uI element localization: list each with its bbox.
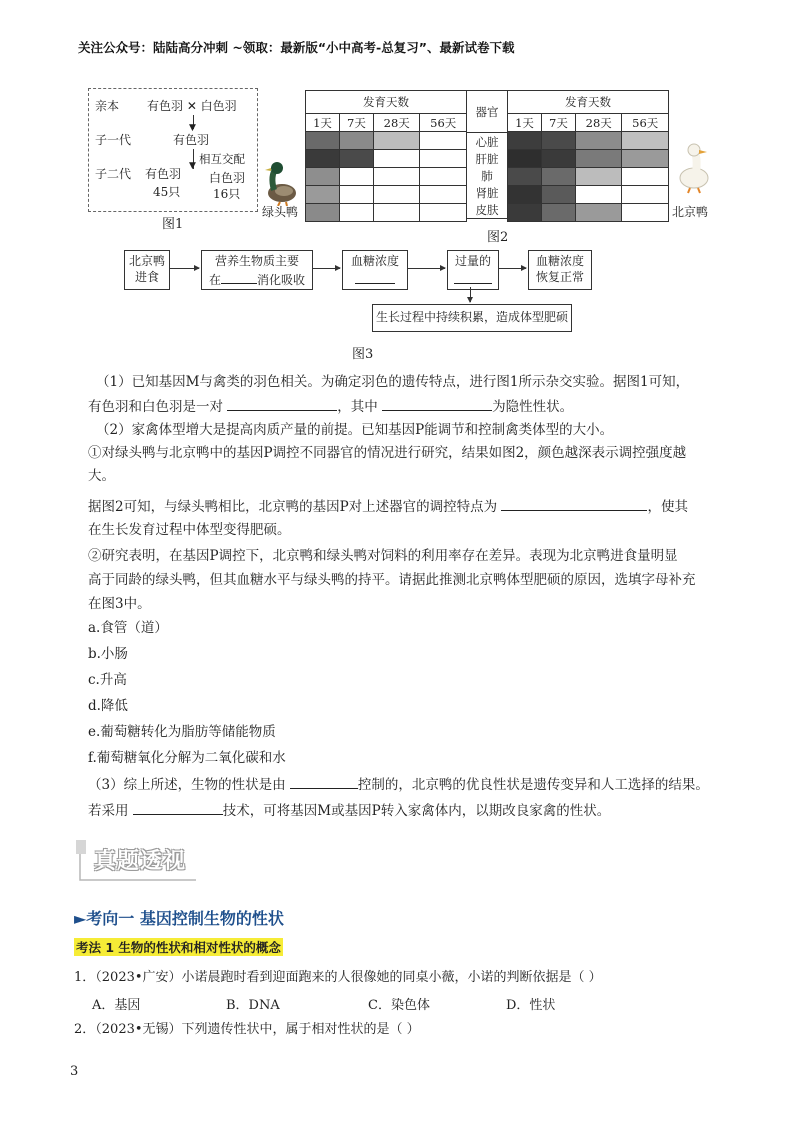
heat-row [508,186,669,204]
q2-1-line-d: 在生长发育过程中体型变得肥硕。 [88,522,291,538]
figure-1-caption: 图1 [162,217,184,232]
flow-arrow [312,268,340,269]
heat-cell [373,168,420,186]
q2-1-post: ，使其 [647,499,688,515]
heat-cell [508,204,542,222]
heat-cell [420,132,467,150]
q3-line-a [88,774,709,795]
q1-mid: ，其中 [337,399,378,415]
peking-heat-cells [508,132,669,222]
mallard-duck-image [262,160,300,206]
figure-2-caption: 图2 [487,230,509,245]
heat-cell [373,204,420,222]
mallard-heat-cells [306,132,467,222]
heat-row [306,186,467,204]
flow-box-fat: 生长过程中持续积累，造成体型肥硕 [372,304,572,332]
option-c: c.升高 [88,672,127,688]
f2-colored: 有色羽 [145,167,182,181]
day-header: 28天 [575,114,622,132]
heat-cell [541,150,575,168]
blank-technique[interactable] [133,800,223,815]
question-1: 1．（2023•广安）小诺晨跑时看到迎面跑来的人很像她的同桌小薇，小诺的判断依据是（ ） [74,970,602,985]
day-header: 7天 [339,114,373,132]
mallard-label: 绿头鸭 [262,205,299,219]
peking-duck-image [676,142,712,194]
figure-2-peking-table [507,90,669,222]
heat-cell [420,168,467,186]
heat-cell [622,168,669,186]
day-header: 56天 [622,114,669,132]
heat-row [508,132,669,150]
day-header: 28天 [373,114,420,132]
heat-cell [373,186,420,204]
q2-1-line-b: 大。 [88,468,115,484]
heat-row [306,132,467,150]
organ-label: 肺 [481,168,493,183]
page-number: 3 [70,1064,79,1079]
heat-cell [622,150,669,168]
heat-row [306,168,467,186]
heat-cell [420,186,467,204]
digest-line-1: 营养生物质主要 [214,254,299,268]
f2-label: 子二代 [95,167,132,181]
option-b: b.小肠 [88,646,128,662]
q3-pre: （3）综上所述，生物的性状是由 [88,777,286,793]
q2-2-line-c: 在图3中。 [88,596,151,612]
q1-option-a[interactable]: A．基因 [92,998,141,1013]
blank-regulation[interactable] [501,496,647,511]
heat-cell [541,186,575,204]
q2-1-line-c [88,496,688,517]
section-banner [76,840,202,880]
heat-cell [420,204,467,222]
flow-arrow [407,268,445,269]
organ-label: 心脏 [475,134,499,149]
option-f: f.葡萄糖氧化分解为二氧化碳和水 [88,750,286,766]
heat-cell [541,168,575,186]
heat-cell [575,204,622,222]
heat-row [306,204,467,222]
heat-cell [339,168,373,186]
banner-title: 真题透视 [94,849,187,874]
arrow-head-icon: ▼ [189,161,196,171]
parent-cross: 有色羽 ✕ 白色羽 [147,99,237,113]
q2-2-line-b: 高于同龄的绿头鸭，但其血糖水平与绿头鸭的持平。请据此推测北京鸭体型肥硕的原因，选填字母补充 [88,572,696,588]
day-header: 56天 [420,114,467,132]
q1-option-d[interactable]: D．性状 [506,998,556,1013]
glucose-label: 血糖浓度 [350,254,399,268]
heat-row [306,150,467,168]
flow-box-eat: 北京鸭 进食 [124,250,170,290]
flow-box-glucose [342,250,408,290]
option-a: a.食管（道） [88,620,168,636]
days-header: 发育天数 [508,91,669,114]
flow-arrow [169,268,199,269]
blank-control[interactable] [290,774,358,789]
q2-1-pre: 据图2可知，与绿头鸭相比，北京鸭的基因P对上述器官的调控特点为 [88,499,498,515]
q1-line-a: （1）已知基因M与禽类的羽色相关。为确定羽色的遗传特点，进行图1所示杂交实验。据图1可知， [96,374,690,390]
heat-cell [622,204,669,222]
heat-cell [339,186,373,204]
heat-cell [306,168,340,186]
blank-digest-site [221,269,257,284]
flow-arrow [498,268,526,269]
section-heading: ►考向一 基因控制生物的性状 [74,909,284,928]
heat-cell [339,204,373,222]
option-d: d.降低 [88,698,128,714]
heat-cell [508,186,542,204]
q2-line: （2）家禽体型增大是提高肉质产量的前提。已知基因P能调节和控制禽类体型的大小。 [96,422,614,438]
arrow-head-icon: ▼ [189,123,196,133]
heat-cell [541,204,575,222]
heat-row [508,204,669,222]
heat-cell [575,168,622,186]
heat-cell [508,150,542,168]
q1-line-b [88,396,573,417]
day-header: 1天 [508,114,542,132]
figure-2-mallard-table [305,90,467,222]
digest-pre: 在 [208,273,221,287]
heat-cell [575,132,622,150]
parent-label: 亲本 [95,99,120,113]
heat-cell [575,150,622,168]
figure-3-caption: 图3 [352,347,374,362]
q3b-pre: 若采用 [88,803,129,819]
heat-cell [339,150,373,168]
flow-box-digest [201,250,313,290]
organ-label: 肝脏 [475,151,499,166]
f2-white-count: 16只 [213,187,241,201]
flow-box-normal: 血糖浓度 恢复正常 [528,250,592,290]
organ-label: 肾脏 [475,185,499,200]
heat-cell [306,204,340,222]
heat-row [508,168,669,186]
day-header: 7天 [541,114,575,132]
self-cross-label: 相互交配 [199,152,245,166]
heat-cell [622,186,669,204]
organ-label: 皮肤 [467,201,507,219]
heat-cell [373,150,420,168]
heat-cell [373,132,420,150]
q3b-post: 技术，可将基因M或基因P转入家禽体内，以期改良家禽的性状。 [222,803,611,819]
digest-post: 消化吸收 [257,273,306,287]
q3-line-b [88,800,610,821]
glucose-blank-line [343,269,407,288]
figure-1-cross-diagram [88,88,258,212]
f2-white: 白色羽 [209,171,246,185]
f1-value: 有色羽 [173,133,210,147]
q1-option-c[interactable]: C．染色体 [368,998,430,1013]
heat-cell [420,150,467,168]
blank-recessive[interactable] [382,396,492,411]
organ-header: 器官 [467,91,507,133]
heat-cell [306,186,340,204]
heat-cell [622,132,669,150]
heat-cell [339,132,373,150]
f2-colored-count: 45只 [153,185,181,199]
q2-1-line-a: ①对绿头鸭与北京鸭中的基因P调控不同器官的情况进行研究，结果如图2，颜色越深表示调控强度越 [88,445,687,461]
excess-label: 过量的 [454,254,491,268]
page-header: 关注公众号：陆陆高分冲刺 ~领取：最新版“小中高考-总复习”、最新试卷下载 [78,40,515,55]
flow-box-excess [447,250,499,290]
blank-relation[interactable] [227,396,337,411]
q1-pre: 有色羽和白色羽是一对 [88,399,223,415]
kaofa-label: 考法 1 生物的性状和相对性状的概念 [76,940,281,955]
day-header: 1天 [306,114,340,132]
blank-excess-substance [454,269,492,284]
figure-2-organ-column [467,90,507,219]
heat-row [508,150,669,168]
heat-cell [306,150,340,168]
option-e: e.葡萄糖转化为脂肪等储能物质 [88,724,276,740]
flow-arrow-down [470,287,471,302]
heat-cell [508,168,542,186]
q2-2-line-a: ②研究表明，在基因P调控下，北京鸭和绿头鸭对饲料的利用率存在差异。表现为北京鸭进食量明显 [88,548,678,564]
heat-cell [306,132,340,150]
q1-post: 为隐性性状。 [492,399,574,415]
heat-cell [508,132,542,150]
q1-option-b[interactable]: B．DNA [226,998,280,1013]
peking-label: 北京鸭 [672,205,709,219]
days-header: 发育天数 [306,91,467,114]
excess-blank-line [448,269,498,288]
heat-cell [575,186,622,204]
q3-post: 控制的，北京鸭的优良性状是遗传变异和人工选择的结果。 [357,777,709,793]
blank-glucose-change [355,269,395,284]
f1-label: 子一代 [95,133,132,147]
digest-line-2 [202,269,312,288]
heat-cell [541,132,575,150]
question-2: 2．（2023•无锡）下列遗传性状中，属于相对性状的是（ ） [74,1022,420,1037]
